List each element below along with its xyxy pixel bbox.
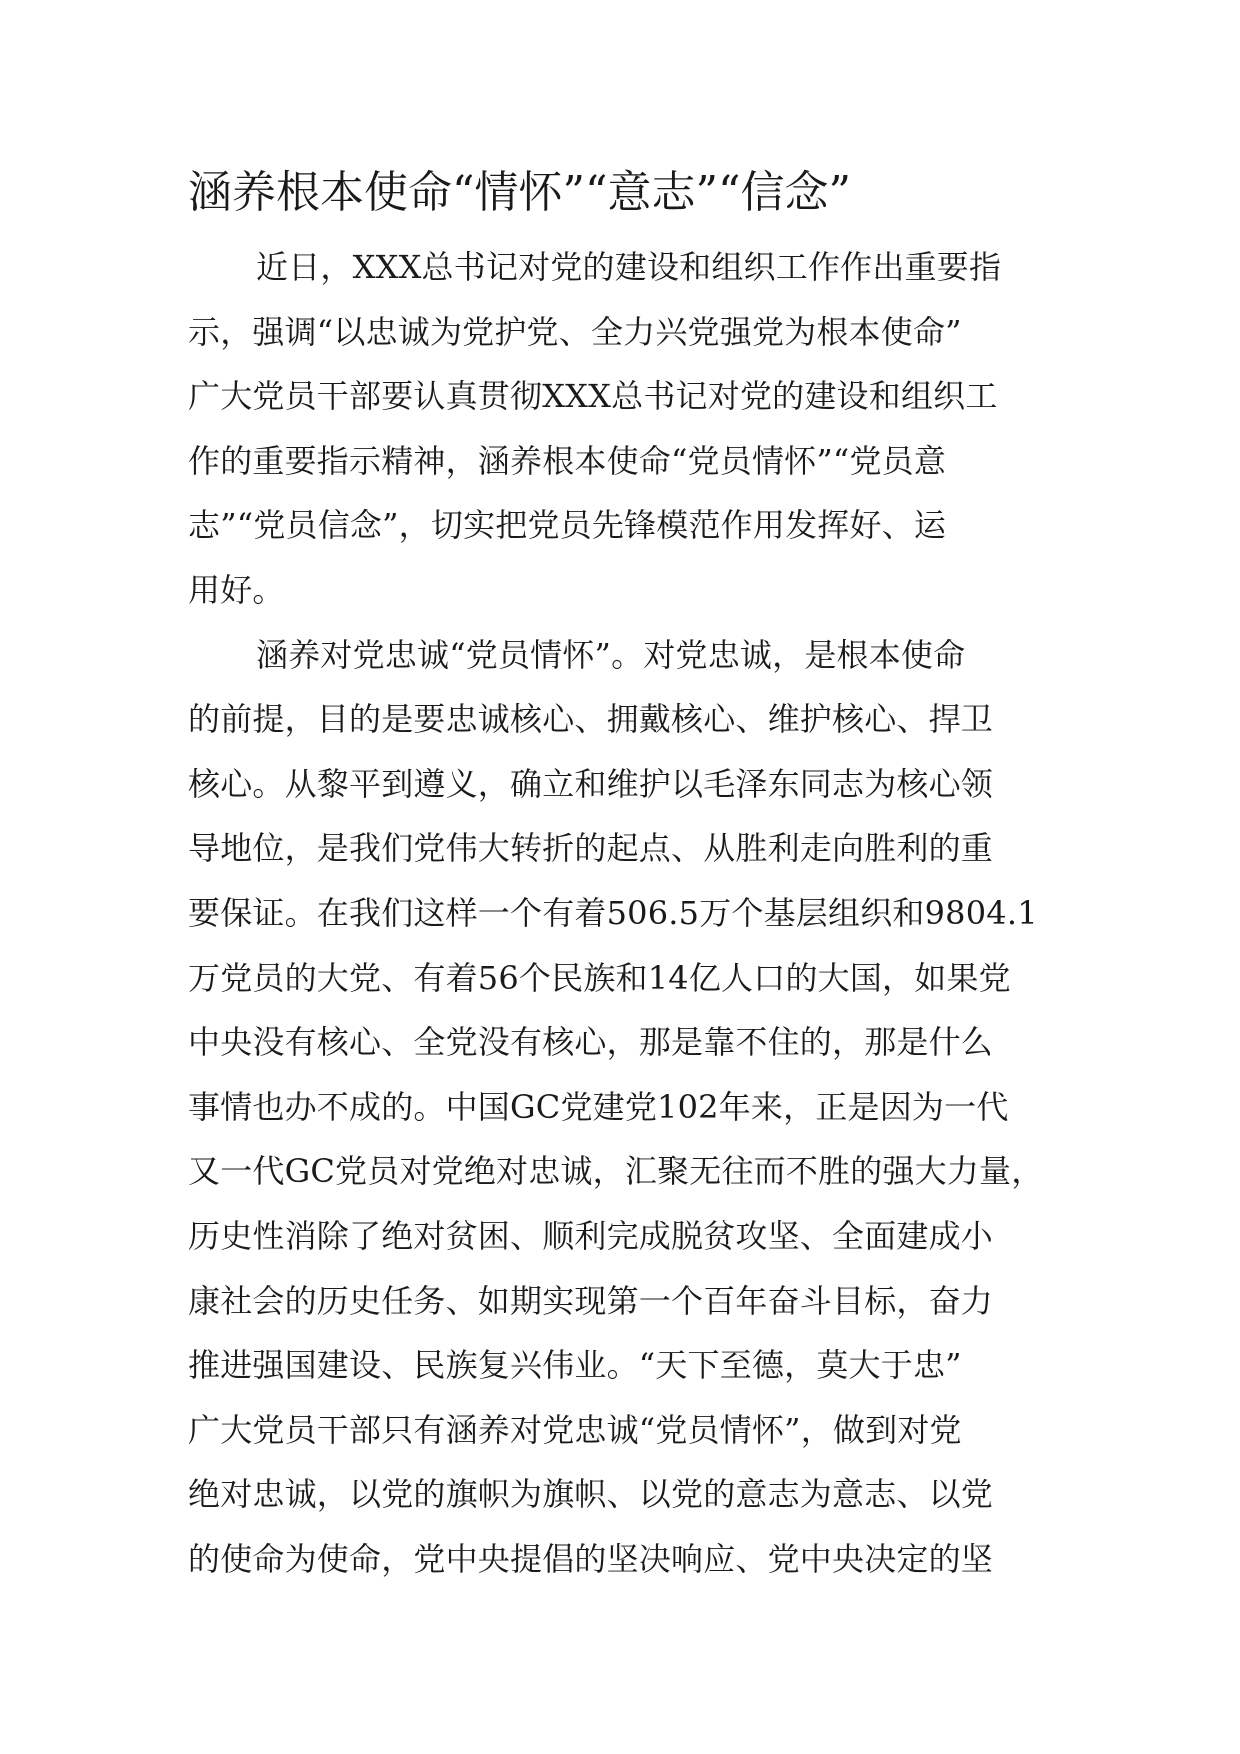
paragraph-line: 志”“党员信念”，切实把党员先锋模范作用发挥好、运 xyxy=(188,506,947,545)
paragraph-line: 推进强国建设、民族复兴伟业。“天下至德，莫大于忠” xyxy=(188,1346,962,1385)
paragraph-line: 广大党员干部要认真贯彻XXX总书记对党的建设和组织工 xyxy=(188,377,998,416)
paragraph-line: 又一代GC党员对党绝对忠诚，汇聚无往而不胜的强大力量， xyxy=(188,1152,1044,1191)
paragraph-line: 导地位，是我们党伟大转折的起点、从胜利走向胜利的重 xyxy=(188,829,994,868)
paragraph-line: 核心。从黎平到遵义，确立和维护以毛泽东同志为核心领 xyxy=(188,764,994,803)
document-body xyxy=(188,235,1088,1591)
paragraph-line: 涵养对党忠诚“党员情怀”。对党忠诚，是根本使命 xyxy=(256,635,966,674)
paragraph-line: 历史性消除了绝对贫困、顺利完成脱贫攻坚、全面建成小 xyxy=(188,1216,994,1255)
paragraph-line: 广大党员干部只有涵养对党忠诚“党员情怀”，做到对党 xyxy=(188,1410,962,1449)
paragraph-line: 要保证。在我们这样一个有着506.5万个基层组织和9804.1 xyxy=(188,893,1038,932)
paragraph-line: 作的重要指示精神，涵养根本使命“党员情怀”“党员意 xyxy=(188,441,947,480)
paragraph-line: 的前提，目的是要忠诚核心、拥戴核心、维护核心、捍卫 xyxy=(188,700,994,739)
paragraph-line: 示，强调“以忠诚为党护党、全力兴党强党为根本使命” xyxy=(188,312,962,351)
paragraph-line: 近日，XXX总书记对党的建设和组织工作作出重要指 xyxy=(256,248,1002,286)
paragraph-line: 的使命为使命，党中央提倡的坚决响应、党中央决定的坚 xyxy=(188,1539,994,1578)
paragraph-line: 事情也办不成的。中国GC党建党102年来，正是因为一代 xyxy=(188,1087,1009,1126)
paragraph-line: 绝对忠诚，以党的旗帜为旗帜、以党的意志为意志、以党 xyxy=(188,1475,994,1514)
paragraph-line: 万党员的大党、有着56个民族和14亿人口的大国，如果党 xyxy=(188,958,1011,997)
document-title: 涵养根本使命“情怀”“意志”“信念” xyxy=(188,167,851,218)
paragraph-line: 中央没有核心、全党没有核心，那是靠不住的，那是什么 xyxy=(188,1023,994,1062)
paragraph-2 xyxy=(188,623,1088,1592)
paragraph-line: 用好。 xyxy=(188,570,285,609)
paragraph-1 xyxy=(188,235,1088,623)
paragraph-line: 康社会的历史任务、如期实现第一个百年奋斗目标，奋力 xyxy=(188,1281,994,1320)
